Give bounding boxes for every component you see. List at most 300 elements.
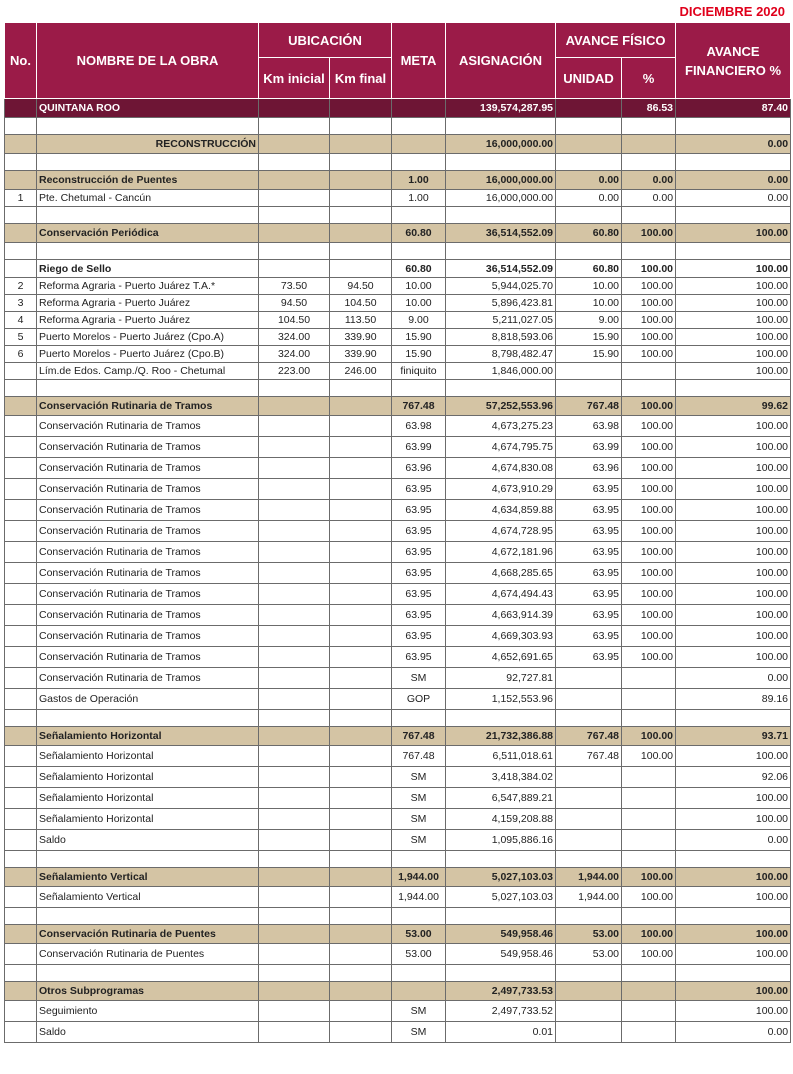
cell-pct: 100.00 [622,329,676,346]
cell-no [5,154,37,171]
cell-obra [37,380,259,397]
cell-km-final [330,154,392,171]
cell-no [5,868,37,887]
cell-km-final [330,1022,392,1043]
cell-no [5,118,37,135]
cell-km-inicial [259,710,330,727]
cell-obra [37,154,259,171]
cell-asignacion: 21,732,386.88 [446,727,556,746]
cell-unidad: 1,944.00 [556,868,622,887]
cell-avance-financiero: 100.00 [676,944,791,965]
cell-asignacion: 4,634,859.88 [446,500,556,521]
cell-pct: 100.00 [622,887,676,908]
cell-asignacion [446,380,556,397]
cell-asignacion: 4,652,691.65 [446,647,556,668]
cell-asignacion: 549,958.46 [446,925,556,944]
cell-km-final [330,710,392,727]
cell-pct [622,380,676,397]
cell-unidad: 1,944.00 [556,887,622,908]
table-row [5,542,791,563]
cell-meta: SM [392,788,446,809]
cell-pct [622,767,676,788]
cell-no [5,416,37,437]
cell-meta [392,118,446,135]
cell-obra: Señalamiento Vertical [37,887,259,908]
section-row [5,925,791,944]
cell-meta: 767.48 [392,397,446,416]
cell-avance-financiero: 100.00 [676,278,791,295]
cell-no [5,647,37,668]
cell-meta: SM [392,809,446,830]
cell-km-inicial [259,746,330,767]
table-row [5,312,791,329]
cell-obra: Señalamiento Horizontal [37,809,259,830]
cell-unidad [556,710,622,727]
cell-asignacion: 6,511,018.61 [446,746,556,767]
cell-km-final: 339.90 [330,346,392,363]
cell-pct: 100.00 [622,584,676,605]
cell-meta: 63.95 [392,521,446,542]
cell-no [5,243,37,260]
cell-meta: 63.95 [392,479,446,500]
cell-unidad: 63.95 [556,563,622,584]
cell-no [5,458,37,479]
cell-avance-financiero: 100.00 [676,584,791,605]
header-meta: META [392,23,446,99]
cell-avance-financiero [676,243,791,260]
cell-unidad: 9.00 [556,312,622,329]
cell-avance-financiero: 100.00 [676,260,791,278]
cell-avance-financiero [676,851,791,868]
cell-meta: finiquito [392,363,446,380]
cell-pct [622,788,676,809]
cell-km-final [330,925,392,944]
cell-pct: 100.00 [622,224,676,243]
cell-unidad [556,1001,622,1022]
cell-meta: 9.00 [392,312,446,329]
cell-meta: 53.00 [392,944,446,965]
cell-avance-financiero: 100.00 [676,363,791,380]
table-row [5,458,791,479]
cell-km-inicial [259,944,330,965]
table-row [5,788,791,809]
cell-avance-financiero: 92.06 [676,767,791,788]
cell-unidad [556,830,622,851]
cell-avance-financiero: 0.00 [676,135,791,154]
cell-unidad [556,982,622,1001]
cell-km-final: 246.00 [330,363,392,380]
cell-km-final [330,479,392,500]
cell-pct: 100.00 [622,479,676,500]
cell-asignacion: 8,798,482.47 [446,346,556,363]
table-row [5,767,791,788]
cell-no [5,767,37,788]
cell-obra: Señalamiento Horizontal [37,767,259,788]
cell-pct: 100.00 [622,925,676,944]
cell-obra: Señalamiento Horizontal [37,727,259,746]
header-pct: % [622,58,676,99]
cell-no [5,542,37,563]
cell-avance-financiero [676,207,791,224]
cell-unidad: 63.99 [556,437,622,458]
table-row [5,1022,791,1043]
cell-obra: Conservación Rutinaria de Tramos [37,584,259,605]
cell-pct [622,118,676,135]
table-row [5,329,791,346]
cell-avance-financiero: 100.00 [676,329,791,346]
cell-asignacion [446,710,556,727]
cell-no [5,1001,37,1022]
cell-km-final [330,135,392,154]
cell-km-final [330,99,392,118]
cell-avance-financiero: 100.00 [676,312,791,329]
cell-unidad [556,363,622,380]
cell-avance-financiero: 100.00 [676,746,791,767]
cell-asignacion: 4,674,795.75 [446,437,556,458]
cell-avance-financiero [676,154,791,171]
cell-meta: 63.96 [392,458,446,479]
cell-obra: Conservación Rutinaria de Tramos [37,668,259,689]
cell-obra: Conservación Rutinaria de Tramos [37,397,259,416]
cell-avance-financiero: 0.00 [676,1022,791,1043]
cell-km-inicial [259,260,330,278]
cell-obra: Saldo [37,830,259,851]
cell-avance-financiero: 100.00 [676,416,791,437]
table-row [5,1001,791,1022]
cell-asignacion: 5,027,103.03 [446,887,556,908]
cell-unidad [556,788,622,809]
header-asignacion: ASIGNACIÓN [446,23,556,99]
cell-asignacion [446,851,556,868]
cell-no [5,380,37,397]
cell-km-final: 113.50 [330,312,392,329]
cell-asignacion [446,207,556,224]
cell-no: 1 [5,190,37,207]
cell-km-final: 104.50 [330,295,392,312]
cell-meta [392,207,446,224]
cell-km-inicial [259,542,330,563]
cell-km-inicial [259,1001,330,1022]
works-progress-table [4,22,791,1043]
cell-unidad: 63.95 [556,626,622,647]
cell-km-inicial [259,605,330,626]
cell-meta: 1,944.00 [392,887,446,908]
spacer-row [5,207,791,224]
cell-km-inicial [259,224,330,243]
cell-pct [622,1022,676,1043]
cell-obra: Lím.de Edos. Camp./Q. Roo - Chetumal [37,363,259,380]
cell-km-final [330,171,392,190]
header-no: No. [5,23,37,99]
cell-no [5,982,37,1001]
cell-asignacion: 16,000,000.00 [446,135,556,154]
cell-km-final [330,437,392,458]
cell-no [5,437,37,458]
cell-meta: 63.95 [392,647,446,668]
cell-km-inicial [259,626,330,647]
cell-asignacion: 4,673,910.29 [446,479,556,500]
cell-no [5,135,37,154]
cell-unidad: 60.80 [556,260,622,278]
cell-meta: SM [392,767,446,788]
report-date: DICIEMBRE 2020 [679,4,785,19]
cell-asignacion: 3,418,384.02 [446,767,556,788]
cell-no [5,171,37,190]
cell-avance-financiero: 100.00 [676,542,791,563]
cell-meta: 767.48 [392,727,446,746]
cell-pct [622,830,676,851]
cell-unidad [556,1022,622,1043]
section-row [5,982,791,1001]
cell-km-final [330,243,392,260]
cell-unidad: 63.95 [556,542,622,563]
cell-km-final [330,521,392,542]
cell-meta [392,135,446,154]
cell-km-inicial [259,647,330,668]
cell-km-inicial [259,118,330,135]
cell-asignacion: 4,672,181.96 [446,542,556,563]
table-row [5,647,791,668]
cell-no: 6 [5,346,37,363]
cell-km-inicial [259,809,330,830]
cell-km-final [330,851,392,868]
cell-km-final [330,397,392,416]
table-row [5,295,791,312]
cell-obra: Riego de Sello [37,260,259,278]
header-unidad: UNIDAD [556,58,622,99]
cell-km-final [330,500,392,521]
cell-pct: 100.00 [622,397,676,416]
cell-obra: Señalamiento Vertical [37,868,259,887]
table-row [5,626,791,647]
cell-pct: 100.00 [622,346,676,363]
cell-pct: 100.00 [622,746,676,767]
cell-unidad: 10.00 [556,278,622,295]
cell-km-final [330,542,392,563]
table-row [5,746,791,767]
cell-unidad: 15.90 [556,346,622,363]
cell-asignacion: 5,211,027.05 [446,312,556,329]
cell-km-inicial [259,788,330,809]
cell-km-inicial [259,437,330,458]
cell-no [5,500,37,521]
cell-km-final [330,727,392,746]
cell-avance-financiero: 100.00 [676,563,791,584]
cell-meta: 1,944.00 [392,868,446,887]
cell-unidad: 53.00 [556,925,622,944]
cell-pct: 100.00 [622,295,676,312]
cell-avance-financiero: 100.00 [676,500,791,521]
cell-obra: Conservación Rutinaria de Tramos [37,416,259,437]
cell-meta: 60.80 [392,224,446,243]
spacer-row [5,154,791,171]
cell-unidad [556,767,622,788]
cell-avance-financiero: 100.00 [676,295,791,312]
cell-km-final [330,767,392,788]
cell-km-final [330,224,392,243]
cell-asignacion [446,965,556,982]
cell-avance-financiero: 99.62 [676,397,791,416]
cell-unidad: 0.00 [556,171,622,190]
cell-no [5,260,37,278]
cell-km-inicial [259,563,330,584]
cell-no [5,363,37,380]
cell-asignacion: 16,000,000.00 [446,171,556,190]
cell-avance-financiero: 100.00 [676,605,791,626]
cell-obra [37,243,259,260]
cell-km-inicial [259,925,330,944]
cell-km-inicial: 94.50 [259,295,330,312]
table-row [5,830,791,851]
cell-km-final [330,416,392,437]
cell-unidad: 63.95 [556,605,622,626]
cell-pct: 0.00 [622,171,676,190]
cell-km-inicial [259,243,330,260]
cell-pct [622,668,676,689]
cell-km-inicial [259,689,330,710]
cell-km-inicial: 104.50 [259,312,330,329]
table-row [5,521,791,542]
cell-obra: Gastos de Operación [37,689,259,710]
cell-asignacion: 36,514,552.09 [446,224,556,243]
cell-meta: 10.00 [392,278,446,295]
cell-km-inicial [259,171,330,190]
cell-asignacion: 5,944,025.70 [446,278,556,295]
cell-asignacion: 5,896,423.81 [446,295,556,312]
cell-km-final [330,207,392,224]
cell-no [5,788,37,809]
cell-km-inicial [259,982,330,1001]
cell-obra: Pte. Chetumal - Cancún [37,190,259,207]
cell-meta [392,154,446,171]
cell-km-final [330,689,392,710]
cell-asignacion: 139,574,287.95 [446,99,556,118]
cell-asignacion: 5,027,103.03 [446,868,556,887]
cell-unidad: 60.80 [556,224,622,243]
cell-no [5,925,37,944]
cell-asignacion: 4,674,494.43 [446,584,556,605]
cell-meta: SM [392,1022,446,1043]
cell-asignacion: 6,547,889.21 [446,788,556,809]
cell-obra: Otros Subprogramas [37,982,259,1001]
cell-km-inicial: 324.00 [259,346,330,363]
cell-km-inicial [259,830,330,851]
cell-avance-financiero [676,380,791,397]
cell-no [5,944,37,965]
cell-obra: Saldo [37,1022,259,1043]
state-total-row [5,99,791,118]
cell-avance-financiero: 100.00 [676,437,791,458]
cell-avance-financiero: 100.00 [676,887,791,908]
cell-km-inicial [259,521,330,542]
cell-km-final [330,944,392,965]
cell-meta: 63.95 [392,626,446,647]
cell-meta [392,380,446,397]
cell-meta: 63.95 [392,584,446,605]
cell-no [5,668,37,689]
cell-asignacion: 1,152,553.96 [446,689,556,710]
cell-no [5,727,37,746]
cell-pct: 86.53 [622,99,676,118]
cell-pct [622,689,676,710]
cell-obra: Señalamiento Horizontal [37,746,259,767]
cell-avance-financiero [676,710,791,727]
spacer-row [5,851,791,868]
cell-km-final [330,605,392,626]
cell-asignacion: 4,669,303.93 [446,626,556,647]
cell-km-inicial [259,500,330,521]
cell-obra: Reforma Agraria - Puerto Juárez [37,295,259,312]
table-row [5,944,791,965]
cell-obra [37,207,259,224]
cell-no [5,887,37,908]
cell-avance-financiero: 100.00 [676,809,791,830]
spacer-row [5,243,791,260]
cell-km-inicial [259,190,330,207]
cell-asignacion: 4,674,830.08 [446,458,556,479]
cell-pct [622,363,676,380]
cell-avance-financiero: 100.00 [676,224,791,243]
cell-km-inicial [259,380,330,397]
cell-avance-financiero: 100.00 [676,626,791,647]
cell-meta: SM [392,1001,446,1022]
cell-meta: 767.48 [392,746,446,767]
cell-unidad: 767.48 [556,397,622,416]
table-body [5,99,791,1043]
cell-km-inicial [259,727,330,746]
cell-km-inicial [259,965,330,982]
cell-no [5,479,37,500]
cell-obra: Conservación Rutinaria de Tramos [37,521,259,542]
cell-pct [622,965,676,982]
cell-pct: 100.00 [622,647,676,668]
cell-meta [392,243,446,260]
cell-unidad [556,243,622,260]
cell-unidad: 63.95 [556,647,622,668]
cell-km-final [330,190,392,207]
cell-pct: 100.00 [622,727,676,746]
cell-pct: 100.00 [622,563,676,584]
cell-km-final [330,746,392,767]
cell-obra: Puerto Morelos - Puerto Juárez (Cpo.B) [37,346,259,363]
table-row [5,190,791,207]
cell-obra: Conservación Rutinaria de Tramos [37,542,259,563]
cell-no [5,710,37,727]
cell-avance-financiero: 100.00 [676,1001,791,1022]
cell-asignacion: 1,846,000.00 [446,363,556,380]
cell-asignacion: 2,497,733.53 [446,982,556,1001]
cell-asignacion: 4,668,285.65 [446,563,556,584]
section-row [5,224,791,243]
table-row [5,479,791,500]
section-row [5,135,791,154]
cell-asignacion: 4,663,914.39 [446,605,556,626]
cell-obra: Conservación Rutinaria de Tramos [37,605,259,626]
cell-km-final [330,647,392,668]
cell-unidad: 63.95 [556,479,622,500]
cell-meta [392,982,446,1001]
cell-obra: Conservación Rutinaria de Puentes [37,944,259,965]
cell-obra: Reforma Agraria - Puerto Juárez [37,312,259,329]
cell-no [5,605,37,626]
cell-meta: 1.00 [392,190,446,207]
cell-avance-financiero: 100.00 [676,647,791,668]
cell-pct: 100.00 [622,260,676,278]
cell-km-inicial [259,135,330,154]
cell-asignacion [446,243,556,260]
section-row [5,171,791,190]
cell-unidad: 63.95 [556,500,622,521]
